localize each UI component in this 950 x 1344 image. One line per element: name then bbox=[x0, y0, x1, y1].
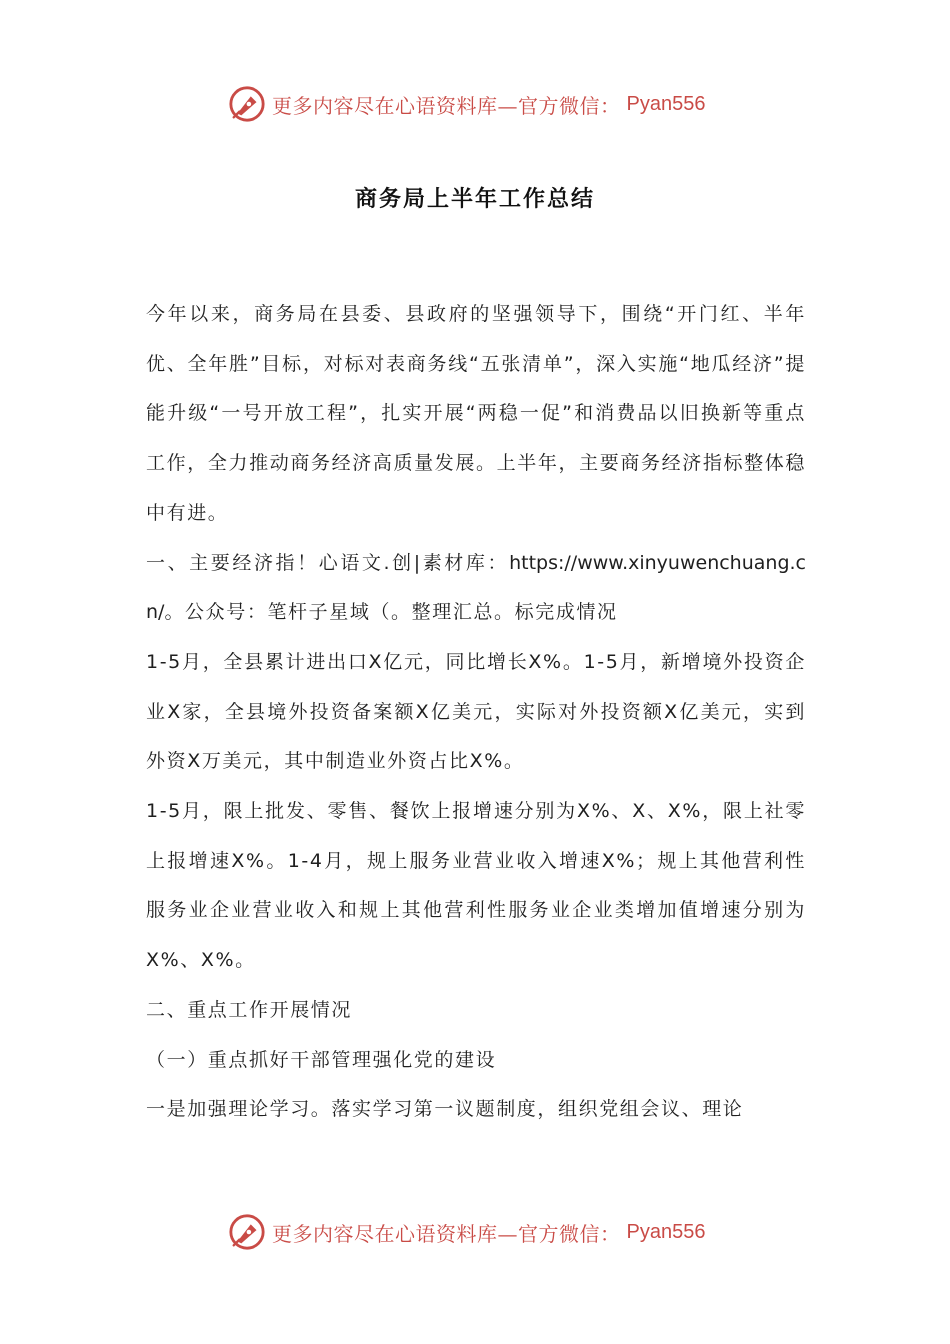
section-one-prefix: 一、主要经济指！心语文.创|素材库： bbox=[146, 551, 510, 574]
theory-study-paragraph: 一是加强理论学习。落实学习第一议题制度，组织党组会议、理论 bbox=[146, 1098, 744, 1121]
intro-paragraph: 今年以来，商务局在县委、县政府的坚强领导下，围绕“开门红、半年优、全年胜”目标，对标对表商务线“五张清单”，深入实施“地瓜经济”提能升级“一号开放工程”，扎实开展“两稳一促”和消费品以旧换新等重点工作，全力推动商务经济高质量发展。上半年，主要商务经济指标整体稳中有进。 bbox=[146, 303, 806, 524]
footer-wechat-id: Pyan556 bbox=[626, 1220, 706, 1243]
header-banner-text: 更多内容尽在心语资料库—官方微信： bbox=[272, 93, 621, 118]
section-one-heading bbox=[146, 539, 806, 638]
header-banner bbox=[228, 84, 705, 124]
section-one-suffix: 。公众号：笔杆子星域（。整理汇总。标完成情况 bbox=[164, 601, 618, 624]
document-title: 商务局上半年工作总结 bbox=[354, 187, 595, 212]
watermark-url-link[interactable]: https://www.xinyuwenchuang.cn/ bbox=[146, 551, 806, 624]
trade-investment-paragraph: 1-5月，全县累计进出口X亿元，同比增长X%。1-5月，新增境外投资企业X家，全县境外投资备案额X亿美元，实际对外投资额X亿美元，实到外资X万美元，其中制造业外资占比X%。 bbox=[146, 650, 806, 773]
retail-services-paragraph: 1-5月，限上批发、零售、餐饮上报增速分别为X%、X、X%，限上社零上报增速X%。1-4月，规上服务业营业收入增速X%；规上其他营利性服务业企业营业收入和规上其他营利性服务业企业类增加值增速分别为X%、X%。 bbox=[146, 800, 806, 972]
subsection-heading: （一）重点抓好干部管理强化党的建设 bbox=[146, 1048, 497, 1071]
pen-nib-logo-icon bbox=[228, 85, 266, 123]
section-two-heading: 二、重点工作开展情况 bbox=[146, 998, 353, 1021]
header-wechat-id: Pyan556 bbox=[626, 92, 706, 115]
document-body bbox=[146, 290, 806, 1135]
footer-banner bbox=[228, 1212, 705, 1252]
pen-nib-logo-icon bbox=[228, 1213, 266, 1251]
footer-banner-text: 更多内容尽在心语资料库—官方微信： bbox=[272, 1221, 621, 1246]
